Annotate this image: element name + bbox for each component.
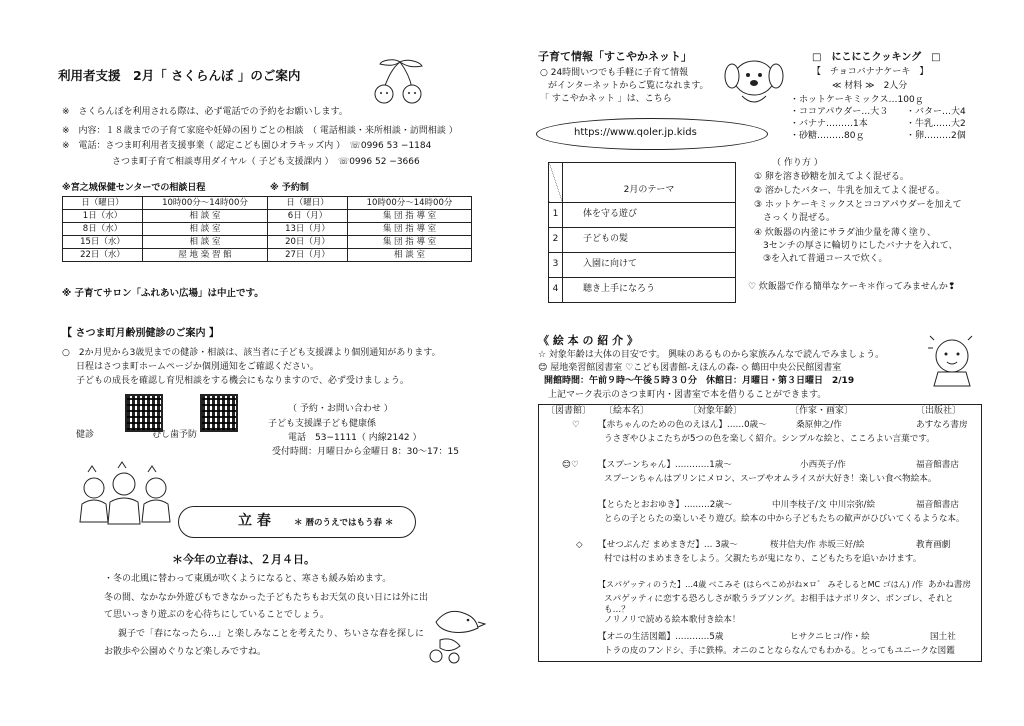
sakuranbo-line-1: ※ さくらんぼを利用される際は、必ず電話での予約をお願いします。: [62, 107, 348, 117]
table-cell: 相 談 室: [143, 210, 268, 223]
book-description: うさぎやひよこたちが5つの色を楽しく紹介。シンプルな絵と、こころよい言葉です。: [604, 434, 935, 444]
sakuranbo-title: 利用者支援 2月「 さくらんぼ 」のご案内: [58, 68, 301, 83]
theme-table: [548, 162, 736, 303]
mushiba-qr-code[interactable]: [200, 394, 238, 432]
table-header: 日（曜日）: [63, 197, 143, 210]
table-cell: 27日（月）: [268, 249, 348, 262]
book-col-title: 〔絵本名〕: [604, 406, 650, 416]
theme-header-corner: [549, 163, 563, 203]
contact-line-3: 電話 53−1111（ 内線2142 ）: [288, 433, 422, 443]
book-publisher: あかね書房: [928, 580, 971, 590]
ehon-line-4: 上記マーク表示のさつま町内・図書室で本を借りることができます。: [548, 390, 827, 400]
sakuranbo-line-2: ※ 内容：１８歳までの子育て家庭や妊婦の困りごとの相談 （ 電話相談・来所相談・訪問相談 ）: [62, 126, 458, 136]
cooking-note: ♡ 炊飯器で作る簡単なケーキ＊作ってみませんか❢: [748, 282, 956, 292]
cherry-icon: [370, 58, 430, 104]
table-cell: 集 団 指 導 室: [348, 223, 472, 236]
risshun-line-2: 冬の間、なかなか外遊びもできなかった子どもたちもお天気の良い日には外に出: [104, 593, 429, 603]
book-description: 村では村のまめまきをしよう。父親たちが鬼になり、こどもたちを追いかけます。: [604, 554, 922, 564]
theme-header-row: [549, 163, 736, 203]
table-row: [549, 253, 736, 278]
qr-label-mushiba: むし歯予防: [152, 430, 198, 440]
book-author: 中川李枝子/文 中川宗弥/絵: [772, 500, 876, 510]
book-author: ヒサクニヒコ/作・絵: [790, 632, 870, 642]
risshun-line-4: 親子で「春になったら…」と楽しみなことを考えたり、ちいさな春を探しに: [118, 629, 425, 639]
book-description: スプーンちゃんはプリンにメロン、スープやオムライスが大好き！楽しい食べ物絵本。: [604, 474, 937, 484]
children-illustration: [72, 458, 182, 528]
book-mark: 😊♡: [562, 460, 579, 470]
table-cell: 22日（水）: [63, 249, 143, 262]
risshun-line-1: ・冬の北風に替わって東風が吹くようになると、寒さも緩み始めます。: [104, 574, 392, 584]
table-cell: 集 団 指 導 室: [348, 210, 472, 223]
kenshin-line-3: 子どもの成長を確認し育児相談をする機会にもなりますので、必ず受けましょう。: [76, 376, 409, 386]
book-publisher: 教育画劇: [916, 540, 951, 550]
theme-num: 2: [549, 228, 563, 253]
theme-num: 4: [549, 278, 563, 303]
table-row: [63, 210, 472, 223]
girl-mascot-illustration: [924, 330, 980, 390]
table-header: 日（曜日）: [268, 197, 348, 210]
contact-line-4: 受付時間：月曜日から金曜日 8：30〜17：15: [272, 447, 459, 457]
table-cell: 15日（水）: [63, 236, 143, 249]
risshun-banner-title: 立 春: [238, 513, 271, 529]
ingredient-right-1: ・バター…大4: [906, 107, 966, 117]
table-cell: 相 談 室: [348, 249, 472, 262]
kenshin-title: 【 さつま町月齢別健診のご案内 】: [62, 328, 219, 339]
book-publisher: 国土社: [930, 632, 956, 642]
table-row: [63, 249, 472, 262]
book-publisher: 福音館書店: [916, 500, 959, 510]
theme-header: 2月のテーマ: [563, 163, 736, 203]
method-step-4c: ③を入れて普通コースで炊く。: [754, 254, 888, 264]
theme-num: 3: [549, 253, 563, 278]
risshun-headline: ＊今年の立春は、２月４日。: [172, 553, 315, 566]
table-cell: 20日（月）: [268, 236, 348, 249]
table-cell: 1日（水）: [63, 210, 143, 223]
sukoyaka-line-1: ○ 24時間いつでも手軽に子育て情報: [540, 68, 689, 78]
table-row: [549, 228, 736, 253]
risshun-line-3: て思いっきり遊ぶのを心待ちにしていることでしょう。: [104, 610, 330, 620]
dog-mascot-illustration: [720, 50, 790, 110]
table-row: [63, 236, 472, 249]
method-step-3: ③ ホットケーキミックスとココアパウダーを加えて: [754, 200, 962, 210]
cooking-title: □ にこにこクッキング □: [812, 52, 941, 63]
sukoyaka-line-3: 「 すこやかネット 」は、こちら: [540, 94, 672, 104]
book-col-age: 〔対象年齢〕: [688, 406, 743, 416]
bird-flower-illustration: [422, 600, 486, 666]
book-publisher: 福音館書店: [916, 460, 959, 470]
method-step-3b: さっくり混ぜる。: [754, 213, 836, 223]
book-publisher: あすなろ書房: [916, 420, 968, 430]
theme-item: 入園に向けて: [563, 253, 736, 278]
table-header-row: [63, 197, 472, 210]
table-cell: 相 談 室: [143, 236, 268, 249]
method-step-1: ① 卵を溶き砂糖を加えてよく混ぜる。: [754, 172, 909, 182]
method-title: （ 作り方 ）: [772, 158, 823, 168]
book-author: 小西英子/作: [800, 460, 846, 470]
table-cell: 8日（水）: [63, 223, 143, 236]
table-row: [549, 203, 736, 228]
theme-num: 1: [549, 203, 563, 228]
table-row: [63, 223, 472, 236]
book-title: 【赤ちゃんのための色のえほん】……0歳〜: [598, 420, 767, 430]
table-cell: 集 団 指 導 室: [348, 236, 472, 249]
cooking-subtitle: 【 チョコバナナケーキ 】: [812, 67, 929, 77]
contact-line-2: 子ども支援課子ども健康係: [268, 419, 377, 429]
book-col-publisher: 〔出版社〕: [916, 406, 962, 416]
book-title: 【せつぶんだ まめまきだ】… 3歳〜: [598, 540, 738, 550]
book-description: とらの子とらたの楽しいそり遊び。絵本の中から子どもたちの歓声がひびいてくるような本。: [604, 514, 965, 524]
risshun-banner-sub: ＊ 暦のうえではもう春 ＊: [294, 518, 394, 528]
book-title: 【オニの生活図鑑】…………5歳: [598, 632, 724, 642]
book-col-library: 〔図書館〕: [546, 406, 592, 416]
kenshin-line-1: ○ 2か月児から3歳児までの健診・相談は、該当者に子ども支援課より個別通知があります。: [62, 348, 441, 358]
book-description-line: スパゲッティに恋する恐ろしさが歌うラブソング。お相手はナポリタン、ボンゴレ、それとも…？: [604, 594, 954, 615]
book-title: 【スプーンちゃん】…………1歳〜: [598, 460, 732, 470]
sukoyaka-url[interactable]: https://www.qoler.jp.kids: [574, 127, 697, 138]
book-title: 【スパゲッティのうた】…4歳 べこみそ (はらぺこめがね×ロ゛ みそしるとMC ゴはん) /作: [598, 580, 923, 589]
table-row: [549, 278, 736, 303]
sukoyaka-line-2: がインターネットからご覧になれます。: [548, 81, 709, 91]
book-description: トラの皮のフンドシ、手に鉄棒。オニのことならなんでもわかる。とってもユニークな図鑑: [604, 646, 955, 656]
schedule-table: [62, 196, 472, 262]
ingredient-right-3: ・卵………2個: [906, 131, 966, 141]
method-step-4: ④ 炊飯器の内釜にサラダ油少量を薄く塗り、: [754, 228, 936, 238]
kenshin-line-2: 日程はさつま町ホームページか個別通知をご確認ください。: [76, 362, 319, 372]
table-header: 10時00分〜14時00分: [348, 197, 472, 210]
sakuranbo-line-4: さつま町子育て相談専用ダイヤル（ 子ども支援課内 ） ☏0996 52 −3666: [112, 157, 420, 167]
cooking-servings: ≪ 材料 ≫ 2人分: [832, 81, 908, 91]
table-header: 10時00分〜14時00分: [143, 197, 268, 210]
table-cell: 13日（月）: [268, 223, 348, 236]
qr-label-kenshin: 健診: [76, 430, 95, 440]
theme-item: 子どもの髪: [563, 228, 736, 253]
ehon-line-2: 😊 屋地楽習館図書室 ♡こども図書館-えほんの森- ◇ 鶴田中央公民館図書室: [538, 363, 842, 373]
salon-notice: ※ 子育てサロン「ふれあい広場」は中止です。: [62, 288, 264, 299]
sakuranbo-line-3: ※ 電話：さつま町利用者支援事業（ 認定こども園ひオラキッズ内 ） ☏0996 53 −1184: [62, 141, 432, 151]
risshun-line-5: お散歩や公園めぐりなど楽しみですね。: [104, 647, 267, 657]
table-cell: 6日（月）: [268, 210, 348, 223]
ingredient-left-2: ・ココアパウダー…大３: [790, 107, 889, 117]
ingredient-left-3: ・バナナ………1本: [790, 119, 868, 129]
book-col-author: 〔作家・画家〕: [790, 406, 854, 416]
ehon-line-1: ☆ 対象年齢は大体の目安です。 興味のあるものから家族みんなで読んでみましょう。: [538, 350, 885, 360]
method-step-2: ② 溶かしたバター、牛乳を加えてよく混ぜる。: [754, 186, 945, 196]
book-mark: ◇: [576, 540, 583, 550]
schedule-title: ※宮之城保健センターでの相談日程: [62, 183, 206, 193]
schedule-note: ※ 予約制: [270, 183, 309, 193]
table-cell: 相 談 室: [143, 223, 268, 236]
theme-item: 体を守る遊び: [563, 203, 736, 228]
book-author: 桜井信夫/作 赤坂三好/絵: [770, 540, 865, 550]
sukoyaka-title: 子育て情報「すこやかネット」: [538, 50, 692, 63]
kenshin-qr-code[interactable]: [125, 394, 163, 432]
ehon-title: 《 絵 本 の 紹 介 》: [538, 334, 638, 347]
ingredient-left-1: ・ホットケーキミックス…100ｇ: [790, 95, 924, 105]
book-mark: ♡: [572, 420, 580, 430]
book-description-line: ノリノリで読める絵本歌付き絵本！: [604, 615, 741, 626]
book-author: 桑原伸之/作: [796, 420, 842, 430]
ingredient-right-2: ・牛乳……大2: [906, 119, 966, 129]
book-description: [604, 594, 976, 626]
method-step-4b: 3センチの厚さに輪切りにしたバナナを入れて、: [754, 241, 958, 251]
ehon-line-3: 開館時間：午前９時〜午後５時３０分 休館日：月曜日・第３日曜日 2/19: [544, 376, 855, 386]
table-cell: 屋 地 楽 習 館: [143, 249, 268, 262]
theme-item: 聴き上手になろう: [563, 278, 736, 303]
contact-line-1: （ 予約・お問い合わせ ）: [288, 404, 393, 414]
book-title: 【とらたとおおゆき】………2歳〜: [598, 500, 733, 510]
ingredient-left-4: ・砂糖………80ｇ: [790, 131, 865, 141]
